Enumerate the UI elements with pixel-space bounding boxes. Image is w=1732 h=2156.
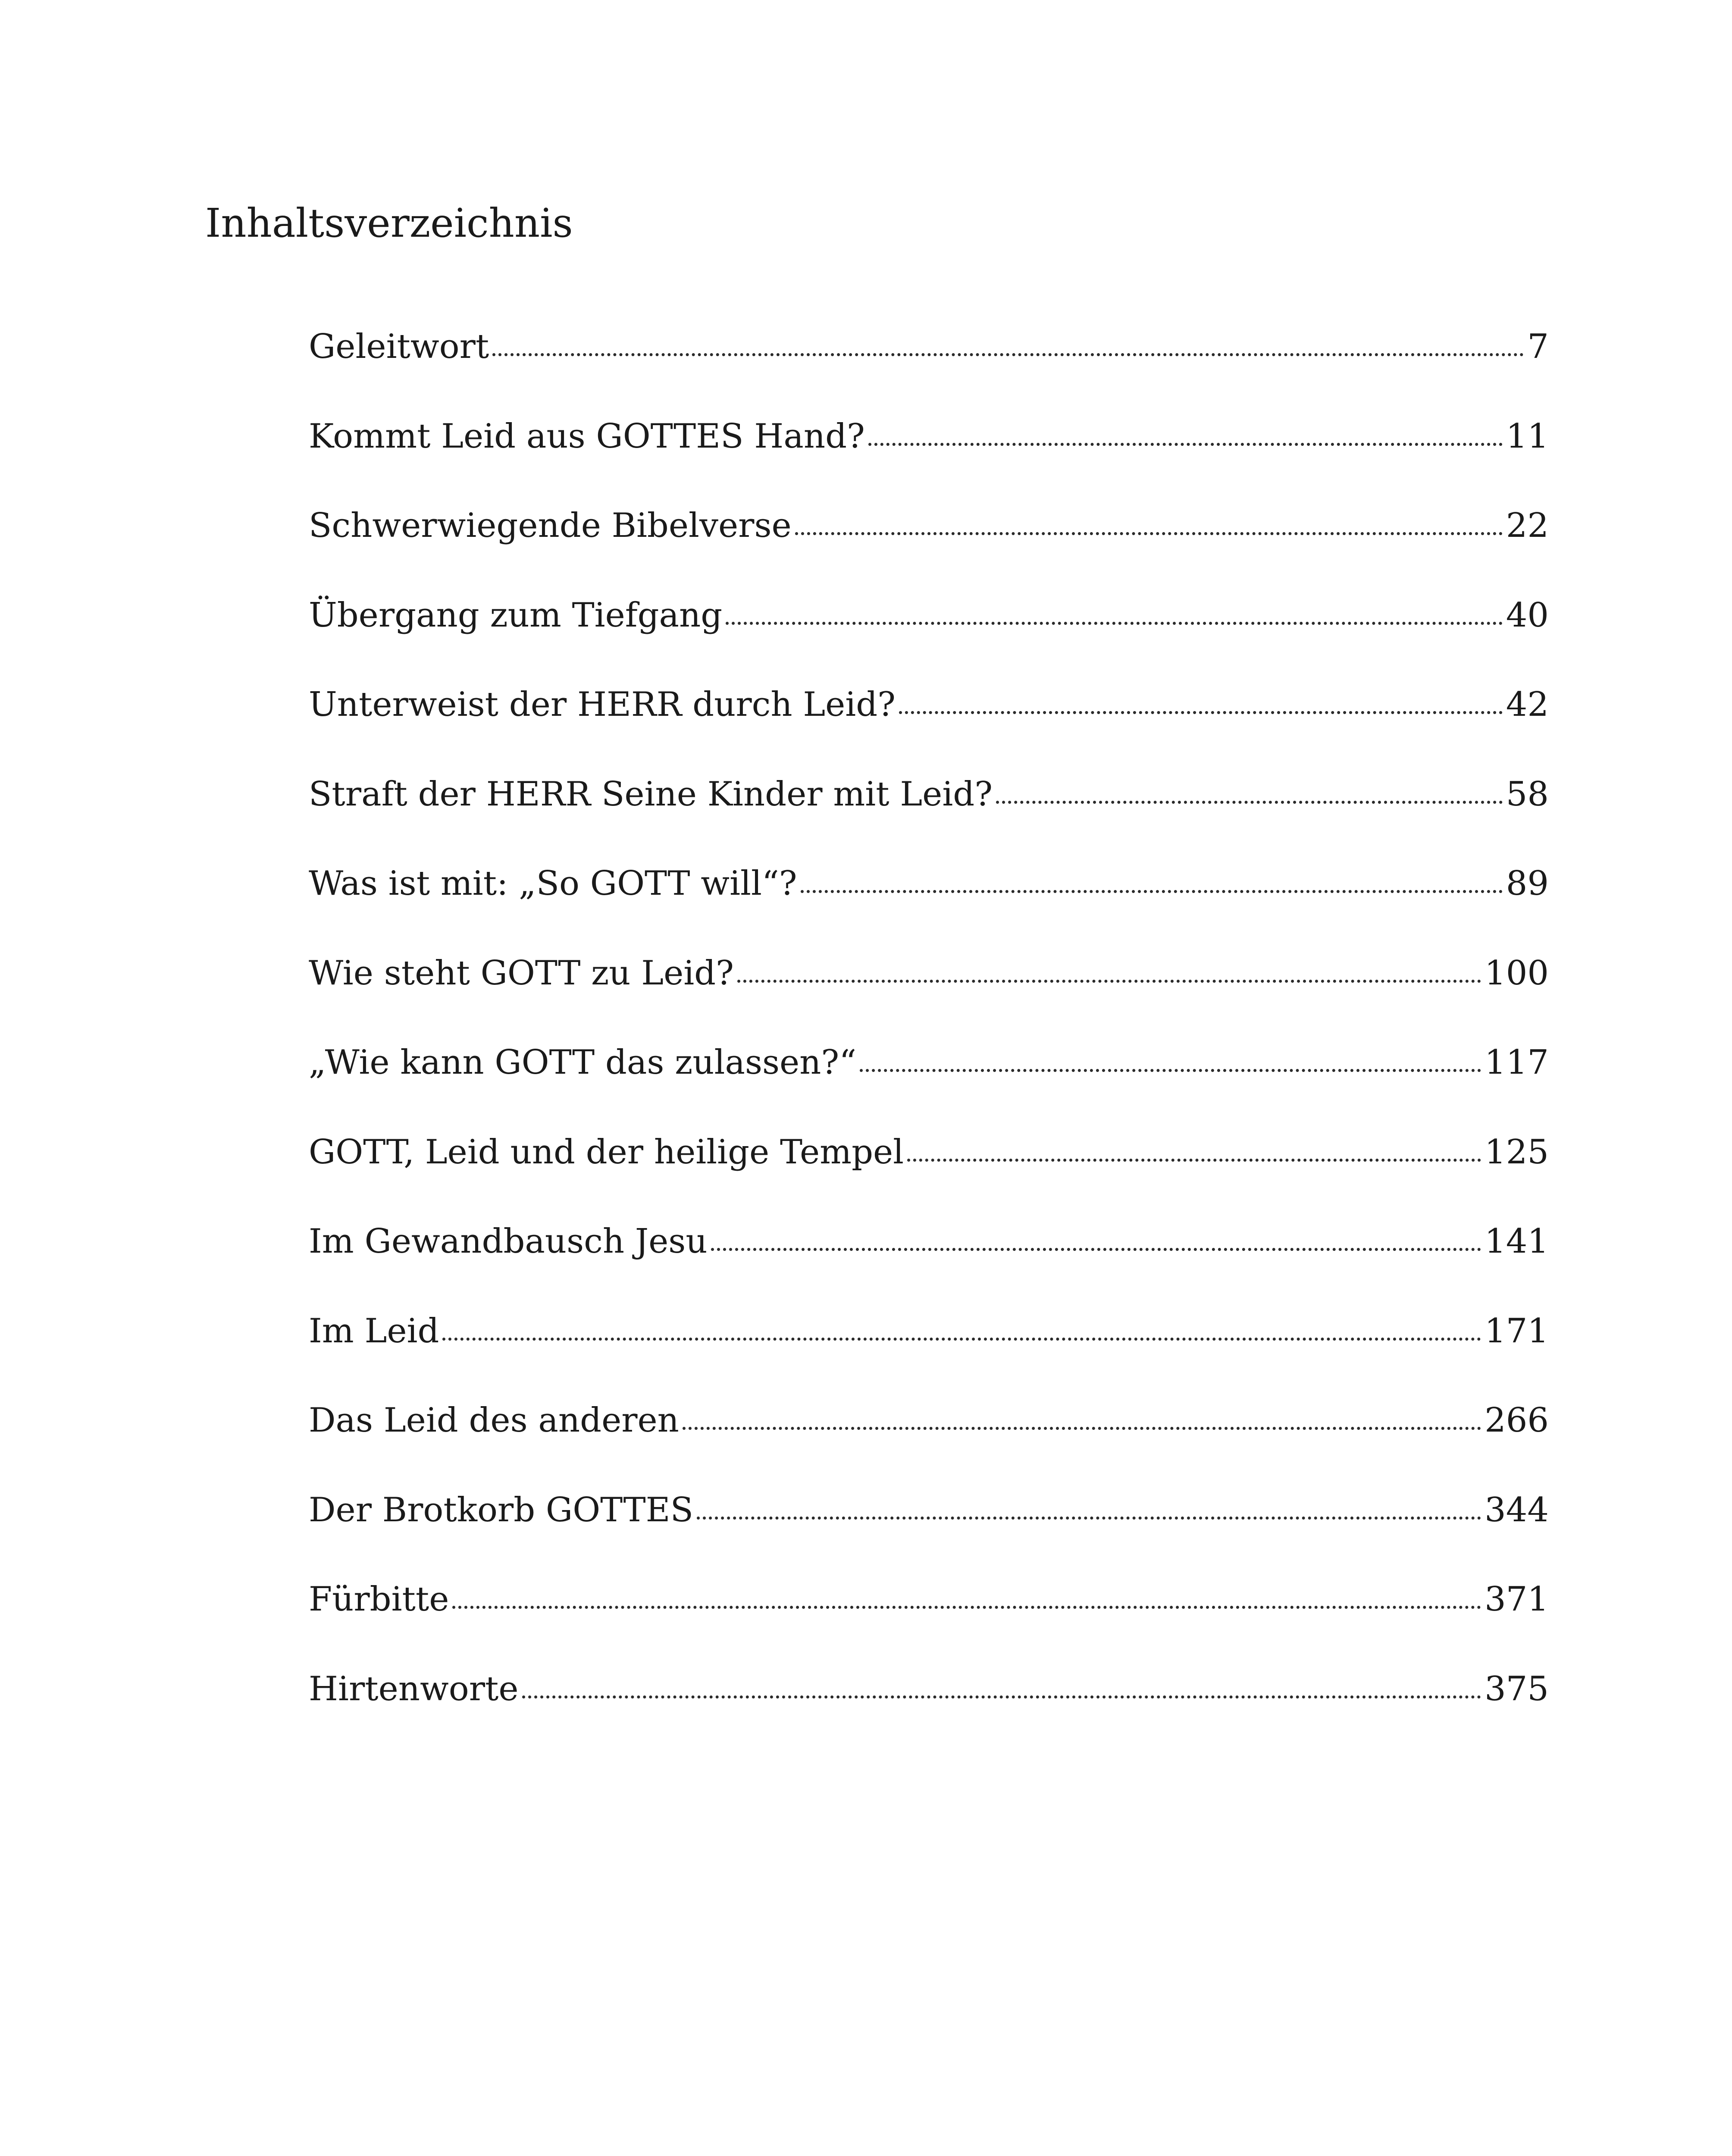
toc-dot-leader (697, 1517, 1481, 1520)
toc-entry-title: Unterweist der HERR durch Leid? (309, 685, 896, 724)
toc-entry[interactable] (309, 1669, 1549, 1762)
toc-entry-title: Der Brotkorb GOTTES (309, 1490, 694, 1529)
toc-heading: Inhaltsverzeichnis (205, 200, 573, 246)
toc-entry-title: Hirtenworte (309, 1669, 519, 1708)
toc-dot-leader (899, 711, 1503, 714)
toc-entry-title: GOTT, Leid und der heilige Tempel (309, 1132, 904, 1172)
toc-entry-page: 7 (1527, 327, 1549, 366)
toc-entry-title: Fürbitte (309, 1580, 449, 1619)
toc-entry-page: 40 (1506, 595, 1549, 635)
toc-entry-page: 89 (1506, 864, 1549, 903)
toc-entry-page: 11 (1506, 417, 1549, 456)
toc-dot-leader (801, 890, 1503, 893)
toc-dot-leader (683, 1427, 1481, 1430)
toc-entry[interactable] (309, 595, 1549, 688)
toc-entry[interactable] (309, 1043, 1549, 1135)
toc-entry[interactable] (309, 1580, 1549, 1672)
toc-entry-title: Straft der HERR Seine Kinder mit Leid? (309, 774, 993, 814)
toc-entry-title: Was ist mit: „So GOTT will“? (309, 864, 797, 903)
toc-entry[interactable] (309, 1490, 1549, 1583)
toc-dot-leader (522, 1695, 1481, 1698)
toc-entry[interactable] (309, 1132, 1549, 1225)
toc-entry-title: „Wie kann GOTT das zulassen?“ (309, 1043, 857, 1082)
toc-dot-leader (907, 1159, 1481, 1162)
toc-entry[interactable] (309, 953, 1549, 1046)
toc-entry-page: 58 (1506, 774, 1549, 814)
toc-dot-leader (868, 443, 1503, 446)
toc-entry-title: Geleitwort (309, 327, 489, 366)
toc-entry-title: Im Leid (309, 1311, 439, 1351)
toc-entry[interactable] (309, 1222, 1549, 1314)
toc-dot-leader (442, 1338, 1481, 1341)
toc-entry[interactable] (309, 685, 1549, 777)
toc-entry-page: 344 (1485, 1490, 1549, 1529)
toc-entry-page: 42 (1506, 685, 1549, 724)
toc-entry-page: 22 (1506, 506, 1549, 545)
toc-dot-leader (795, 532, 1503, 535)
toc-entry[interactable] (309, 1311, 1549, 1404)
toc-entry-page: 371 (1485, 1580, 1549, 1619)
toc-entry-page: 266 (1485, 1401, 1549, 1440)
toc-entry[interactable] (309, 417, 1549, 509)
toc-dot-leader (711, 1248, 1481, 1251)
toc-dot-leader (737, 980, 1481, 983)
toc-dot-leader (996, 801, 1503, 804)
toc-entry-page: 117 (1485, 1043, 1549, 1082)
toc-entry-title: Im Gewandbausch Jesu (309, 1222, 708, 1261)
toc-dot-leader (492, 353, 1524, 356)
toc-entry-page: 171 (1485, 1311, 1549, 1351)
toc-entry-page: 375 (1485, 1669, 1549, 1708)
toc-entry-page: 141 (1485, 1222, 1549, 1261)
toc-dot-leader (860, 1069, 1481, 1072)
toc-entry[interactable] (309, 1401, 1549, 1493)
toc-list (309, 327, 1549, 1761)
toc-entry-title: Wie steht GOTT zu Leid? (309, 953, 734, 993)
toc-entry-title: Das Leid des anderen (309, 1401, 679, 1440)
toc-entry[interactable] (309, 327, 1549, 420)
toc-entry-title: Übergang zum Tiefgang (309, 595, 723, 635)
toc-dot-leader (452, 1606, 1481, 1609)
toc-entry[interactable] (309, 864, 1549, 956)
toc-entry[interactable] (309, 774, 1549, 867)
toc-entry-title: Kommt Leid aus GOTTES Hand? (309, 417, 865, 456)
toc-entry-title: Schwerwiegende Bibelverse (309, 506, 792, 545)
toc-dot-leader (726, 622, 1503, 625)
toc-entry[interactable] (309, 506, 1549, 599)
toc-entry-page: 100 (1485, 953, 1549, 993)
toc-entry-page: 125 (1485, 1132, 1549, 1172)
